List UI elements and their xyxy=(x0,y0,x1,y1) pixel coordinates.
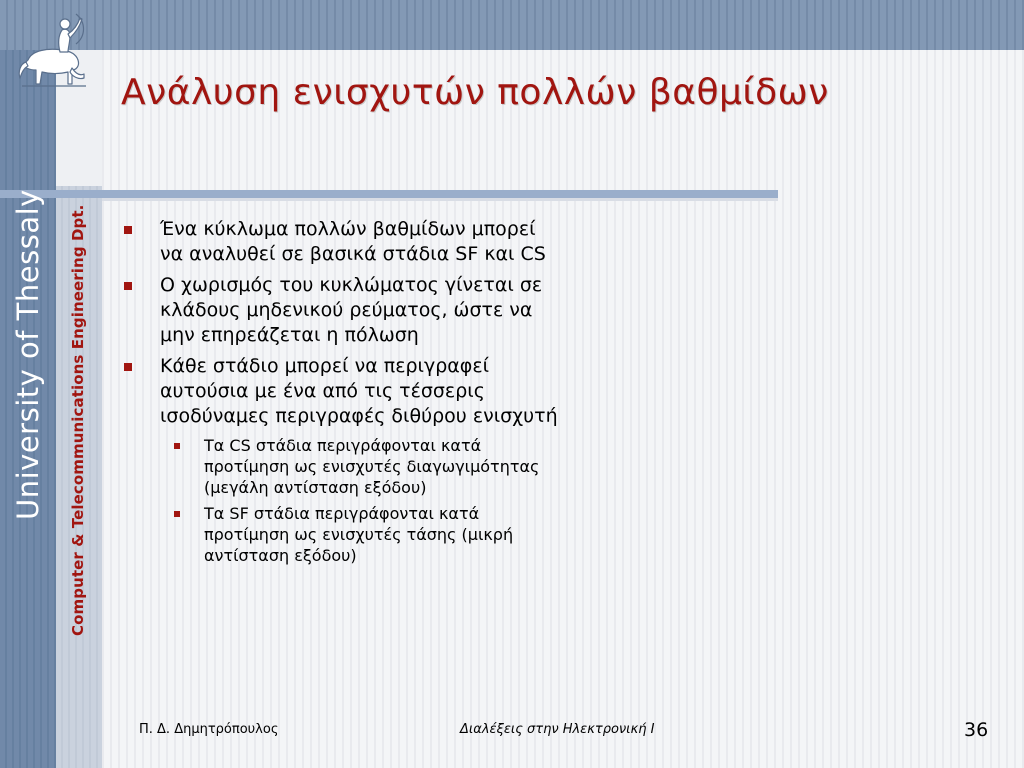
bullet-text: Ο χωρισμός του κυκλώματος γίνεται σε κλάδους μηδενικού ρεύματος, ώστε να μην επηρεάζεται η πόλωση xyxy=(160,274,543,346)
department-label: Computer & Telecommunications Engineering Dpt. xyxy=(69,204,87,636)
bullet-square-icon xyxy=(124,282,132,290)
bullet-item xyxy=(118,217,558,267)
subbullet-square-icon xyxy=(174,443,180,449)
centaur-logo-icon xyxy=(14,10,94,94)
bullet-text: Ένα κύκλωμα πολλών βαθμίδων μπορεί να αναλυθεί σε βασικά στάδια SF και CS xyxy=(160,218,546,265)
bullet-list xyxy=(118,217,558,571)
bullet-square-icon xyxy=(124,363,132,371)
footer-author: Π. Δ. Δημητρόπουλος xyxy=(139,722,279,737)
bullet-square-icon xyxy=(124,226,132,234)
subbullet-text: Τα SF στάδια περιγράφονται κατά προτίμηση ως ενισχυτές τάσης (μικρή αντίσταση εξόδου) xyxy=(204,504,514,565)
title-divider xyxy=(0,190,778,198)
page-number: 36 xyxy=(964,719,989,741)
subbullet-square-icon xyxy=(174,511,180,517)
title-divider-shadow xyxy=(102,198,778,201)
bullet-item xyxy=(118,354,558,429)
bullet-text: Κάθε στάδιο μπορεί να περιγραφεί αυτούσια με ένα από τις τέσσερις ισοδύναμες περιγραφές διθύρου ενισχυτή xyxy=(160,355,558,427)
footer-course: Διαλέξεις στην Ηλεκτρονική Ι xyxy=(460,722,655,737)
subbullet-item xyxy=(118,503,558,566)
slide-title: Ανάλυση ενισχυτών πολλών βαθμίδων xyxy=(121,72,829,113)
subbullet-item xyxy=(118,435,558,498)
subbullet-text: Τα CS στάδια περιγράφονται κατά προτίμηση ως ενισχυτές διαγωγιμότητας (μεγάλη αντίσταση εξόδου) xyxy=(204,436,540,497)
top-band xyxy=(0,0,1024,50)
bullet-item xyxy=(118,273,558,348)
university-label: University of Thessaly xyxy=(11,189,45,520)
